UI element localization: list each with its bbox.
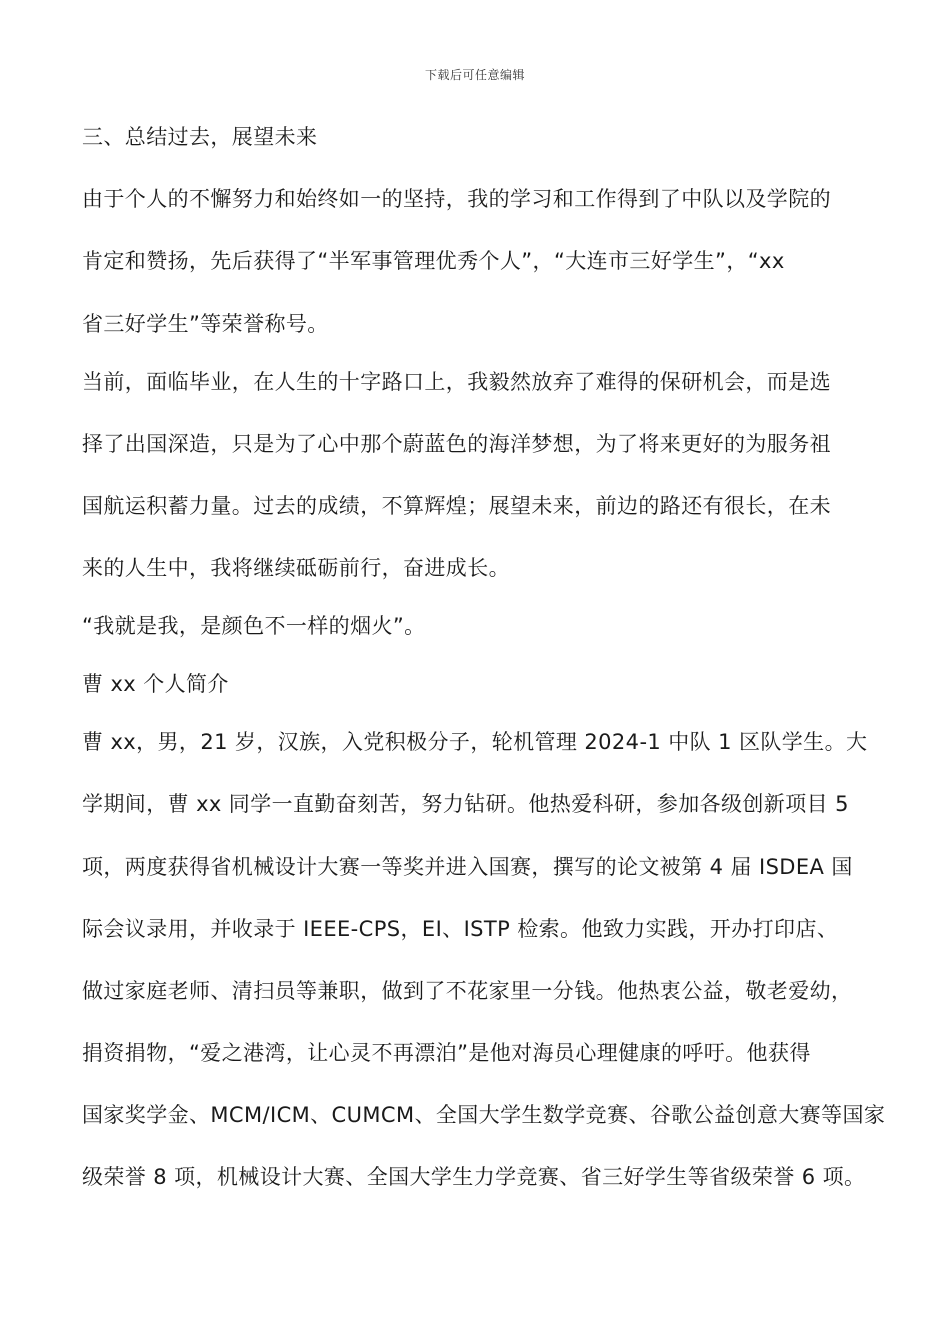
paragraph-line: 国家奖学金、MCM/ICM、CUMCM、全国大学生数学竞赛、谷歌公益创意大赛等国家: [82, 1103, 886, 1128]
paragraph-line: 曹 xx，男，21 岁，汉族，入党积极分子，轮机管理 2024-1 中队 1 区队学生。大: [82, 730, 868, 755]
paragraph-line: 做过家庭老师、清扫员等兼职，做到了不花家里一分钱。他热衷公益，敬老爱幼，: [82, 978, 853, 1003]
quote-line: “我就是我，是颜色不一样的烟火”。: [82, 614, 426, 639]
paragraph-line: 学期间，曹 xx 同学一直勤奋刻苦，努力钻研。他热爱科研，参加各级创新项目 5: [82, 792, 849, 817]
profile-title: 曹 xx 个人简介: [82, 672, 229, 697]
paragraph-line: 肯定和赞扬，先后获得了“半军事管理优秀个人”，“大连市三好学生”，“xx: [82, 249, 785, 274]
paragraph-line: 由于个人的不懈努力和始终如一的坚持，我的学习和工作得到了中队以及学院的: [82, 187, 831, 212]
paragraph-line: 捐资捐物，“爱之港湾，让心灵不再漂泊”是他对海员心理健康的呼吁。他获得: [82, 1041, 811, 1066]
paragraph-line: 省三好学生”等荣誉称号。: [82, 311, 329, 336]
paragraph-line: 来的人生中，我将继续砥砺前行，奋进成长。: [82, 556, 510, 581]
paragraph-line: 当前，面临毕业，在人生的十字路口上，我毅然放弃了难得的保研机会，而是选: [82, 369, 831, 394]
paragraph-line: 项，两度获得省机械设计大赛一等奖并进入国赛，撰写的论文被第 4 届 ISDEA 国: [82, 854, 853, 879]
document-body: [82, 120, 886, 1223]
paragraph-line: 级荣誉 8 项，机械设计大赛、全国大学生力学竞赛、省三好学生等省级荣誉 6 项。: [82, 1165, 866, 1190]
paragraph-line: 国航运积蓄力量。过去的成绩，不算辉煌；展望未来，前边的路还有很长，在未: [82, 493, 831, 518]
paragraph-line: 择了出国深造，只是为了心中那个蔚蓝色的海洋梦想，为了将来更好的为服务祖: [82, 431, 831, 456]
header-note: 下载后可任意编辑: [424, 68, 525, 82]
paragraph-line: 际会议录用，并收录于 IEEE-CPS，EI、ISTP 检索。他致力实践，开办打印店、: [82, 916, 839, 941]
section-heading: 三、总结过去，展望未来: [82, 125, 318, 149]
